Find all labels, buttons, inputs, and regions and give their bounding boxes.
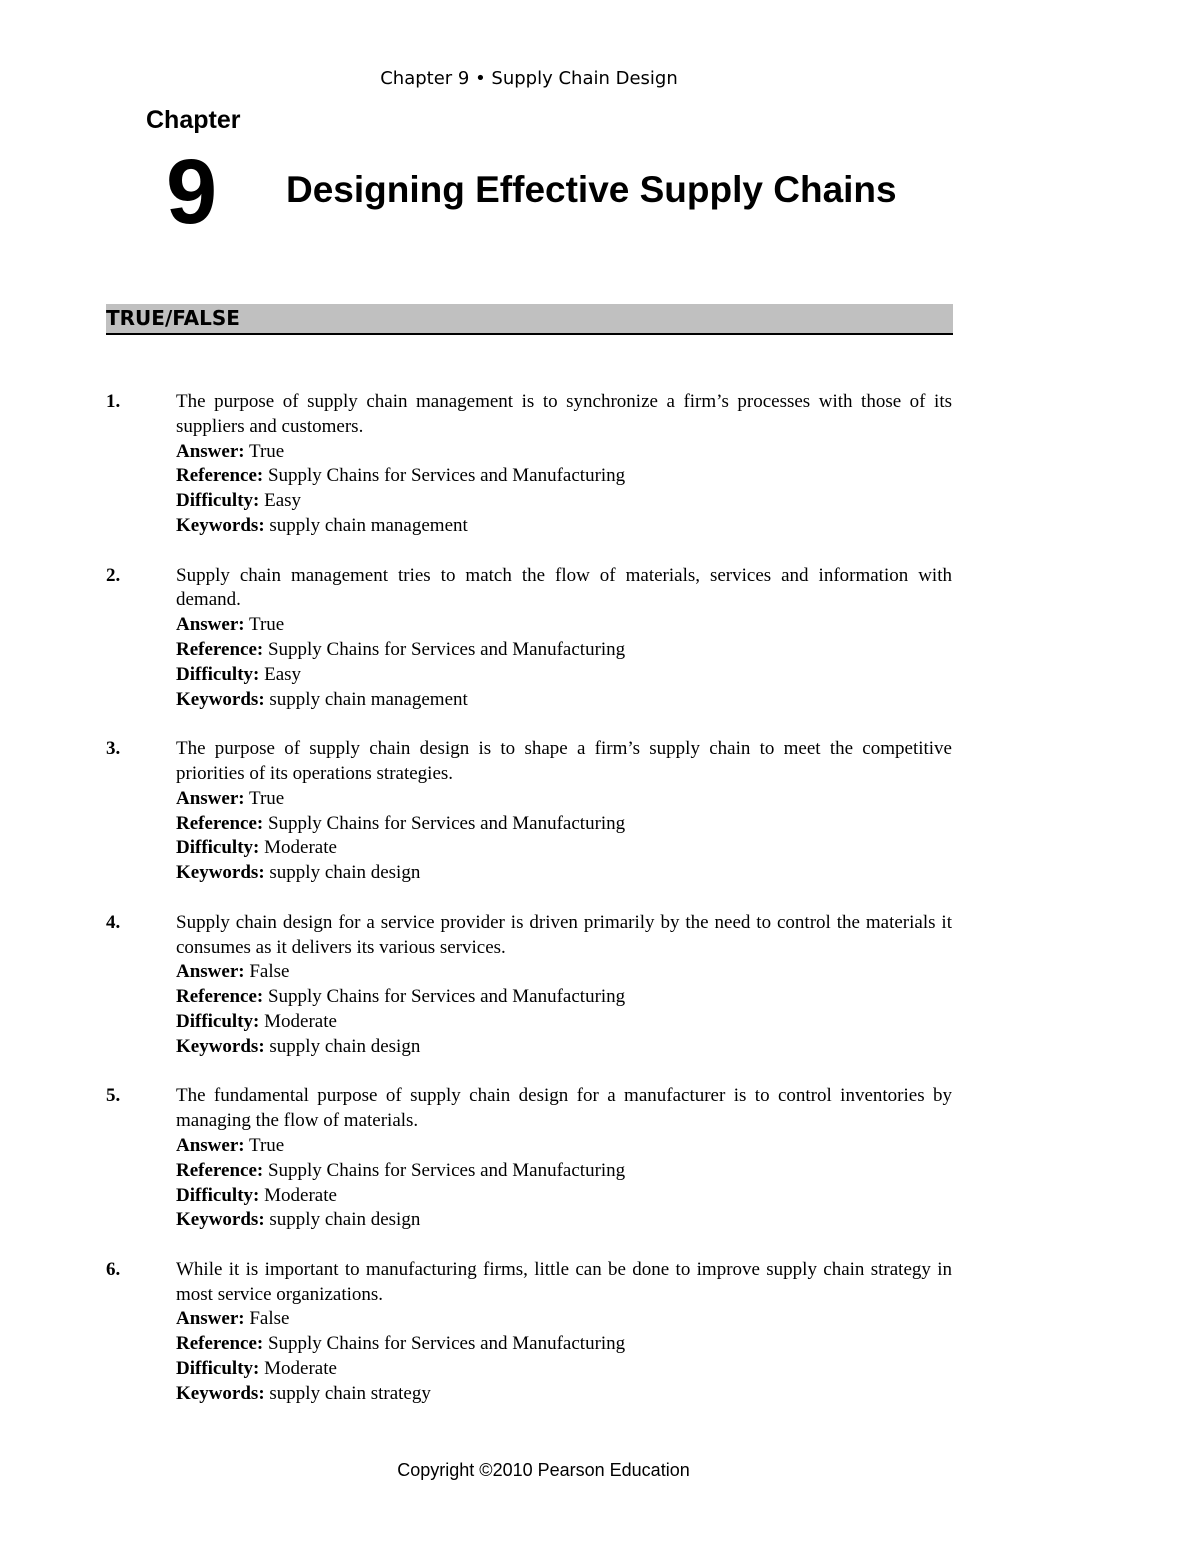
reference-value: Supply Chains for Services and Manufacturing [267,1333,626,1355]
difficulty-line [176,1010,952,1035]
answer-value: True [249,440,285,462]
section-header-bar [106,304,953,335]
difficulty-line [176,1357,952,1382]
chapter-number: 9 [166,141,218,243]
page-footer: Copyright ©2010 Pearson Education [397,1460,690,1480]
question-item [106,564,952,713]
keywords-label: Keywords: [176,514,265,536]
question-number: 6. [106,1258,121,1280]
reference-label: Reference: [176,638,264,660]
answer-line [176,613,952,638]
answer-line [176,787,952,812]
difficulty-line [176,1184,952,1209]
reference-value: Supply Chains for Services and Manufacturing [267,1159,626,1181]
keywords-value: supply chain management [269,688,468,710]
question-item [106,390,952,539]
difficulty-value: Moderate [264,1358,337,1380]
difficulty-label: Difficulty: [176,490,260,512]
reference-line [176,985,952,1010]
chapter-title: Designing Effective Supply Chains [286,169,897,210]
reference-label: Reference: [176,1159,264,1181]
answer-value: False [249,1308,290,1330]
question-text: The fundamental purpose of supply chain design for a manufacturer is to control inventories by managing the flow of materials. [176,1085,952,1132]
reference-label: Reference: [176,986,264,1008]
chapter-label: Chapter [146,106,241,134]
answer-line [176,1307,952,1332]
answer-value: True [249,1134,285,1156]
reference-line [176,1159,952,1184]
reference-label: Reference: [176,465,264,487]
keywords-line [176,1382,952,1407]
difficulty-label: Difficulty: [176,1184,260,1206]
reference-value: Supply Chains for Services and Manufacturing [267,465,626,487]
difficulty-value: Moderate [264,1010,337,1032]
reference-line [176,1332,952,1357]
question-list [106,390,952,1431]
reference-value: Supply Chains for Services and Manufacturing [267,986,626,1008]
question-item [106,1258,952,1407]
answer-value: True [249,787,285,809]
difficulty-label: Difficulty: [176,663,260,685]
keywords-line [176,1208,952,1233]
answer-label: Answer: [176,1134,245,1156]
answer-label: Answer: [176,440,245,462]
reference-value: Supply Chains for Services and Manufacturing [267,638,626,660]
question-text: Supply chain design for a service provider is driven primarily by the need to control the materials it consumes as it delivers its various services. [176,911,952,958]
answer-line [176,440,952,465]
difficulty-line [176,836,952,861]
keywords-label: Keywords: [176,862,265,884]
question-number: 3. [106,738,121,760]
answer-value: False [249,961,290,983]
answer-label: Answer: [176,787,245,809]
answer-line [176,1134,952,1159]
question-number: 5. [106,1085,121,1107]
question-item [106,911,952,1060]
answer-line [176,960,952,985]
keywords-value: supply chain management [269,514,468,536]
reference-line [176,638,952,663]
question-number: 2. [106,564,121,586]
difficulty-value: Easy [264,663,302,685]
reference-line [176,812,952,837]
question-text: The purpose of supply chain design is to shape a firm’s supply chain to meet the competitive priorities of its operations strategies. [176,738,952,784]
difficulty-label: Difficulty: [176,1358,260,1380]
keywords-value: supply chain strategy [269,1382,431,1404]
keywords-label: Keywords: [176,1209,265,1231]
keywords-line [176,514,952,539]
answer-value: True [249,614,285,636]
difficulty-value: Moderate [264,1184,337,1206]
keywords-label: Keywords: [176,688,265,710]
question-number: 4. [106,911,121,933]
reference-line [176,464,952,489]
keywords-value: supply chain design [269,862,421,884]
answer-label: Answer: [176,961,245,983]
section-title: TRUE/FALSE [106,306,240,330]
question-text: Supply chain management tries to match the flow of materials, services and information with demand. [176,564,952,611]
question-item [106,1084,952,1233]
keywords-line [176,688,952,713]
question-text: While it is important to manufacturing firms, little can be done to improve supply chain strategy in most service organizations. [176,1258,952,1305]
keywords-value: supply chain design [269,1209,421,1231]
keywords-label: Keywords: [176,1382,265,1404]
keywords-line [176,861,952,886]
reference-label: Reference: [176,812,264,834]
question-text: The purpose of supply chain management is to synchronize a firm’s processes with those of its suppliers and customers. [176,391,952,437]
keywords-label: Keywords: [176,1035,265,1057]
question-item [106,737,952,886]
difficulty-line [176,489,952,514]
difficulty-value: Moderate [264,837,337,859]
question-number: 1. [106,391,121,412]
difficulty-label: Difficulty: [176,1010,260,1032]
reference-value: Supply Chains for Services and Manufacturing [267,812,626,834]
running-header: Chapter 9 • Supply Chain Design [380,68,678,89]
reference-label: Reference: [176,1333,264,1355]
keywords-line [176,1035,952,1060]
keywords-value: supply chain design [269,1035,421,1057]
difficulty-value: Easy [264,490,302,512]
difficulty-line [176,663,952,688]
answer-label: Answer: [176,1308,245,1330]
answer-label: Answer: [176,614,245,636]
difficulty-label: Difficulty: [176,837,260,859]
